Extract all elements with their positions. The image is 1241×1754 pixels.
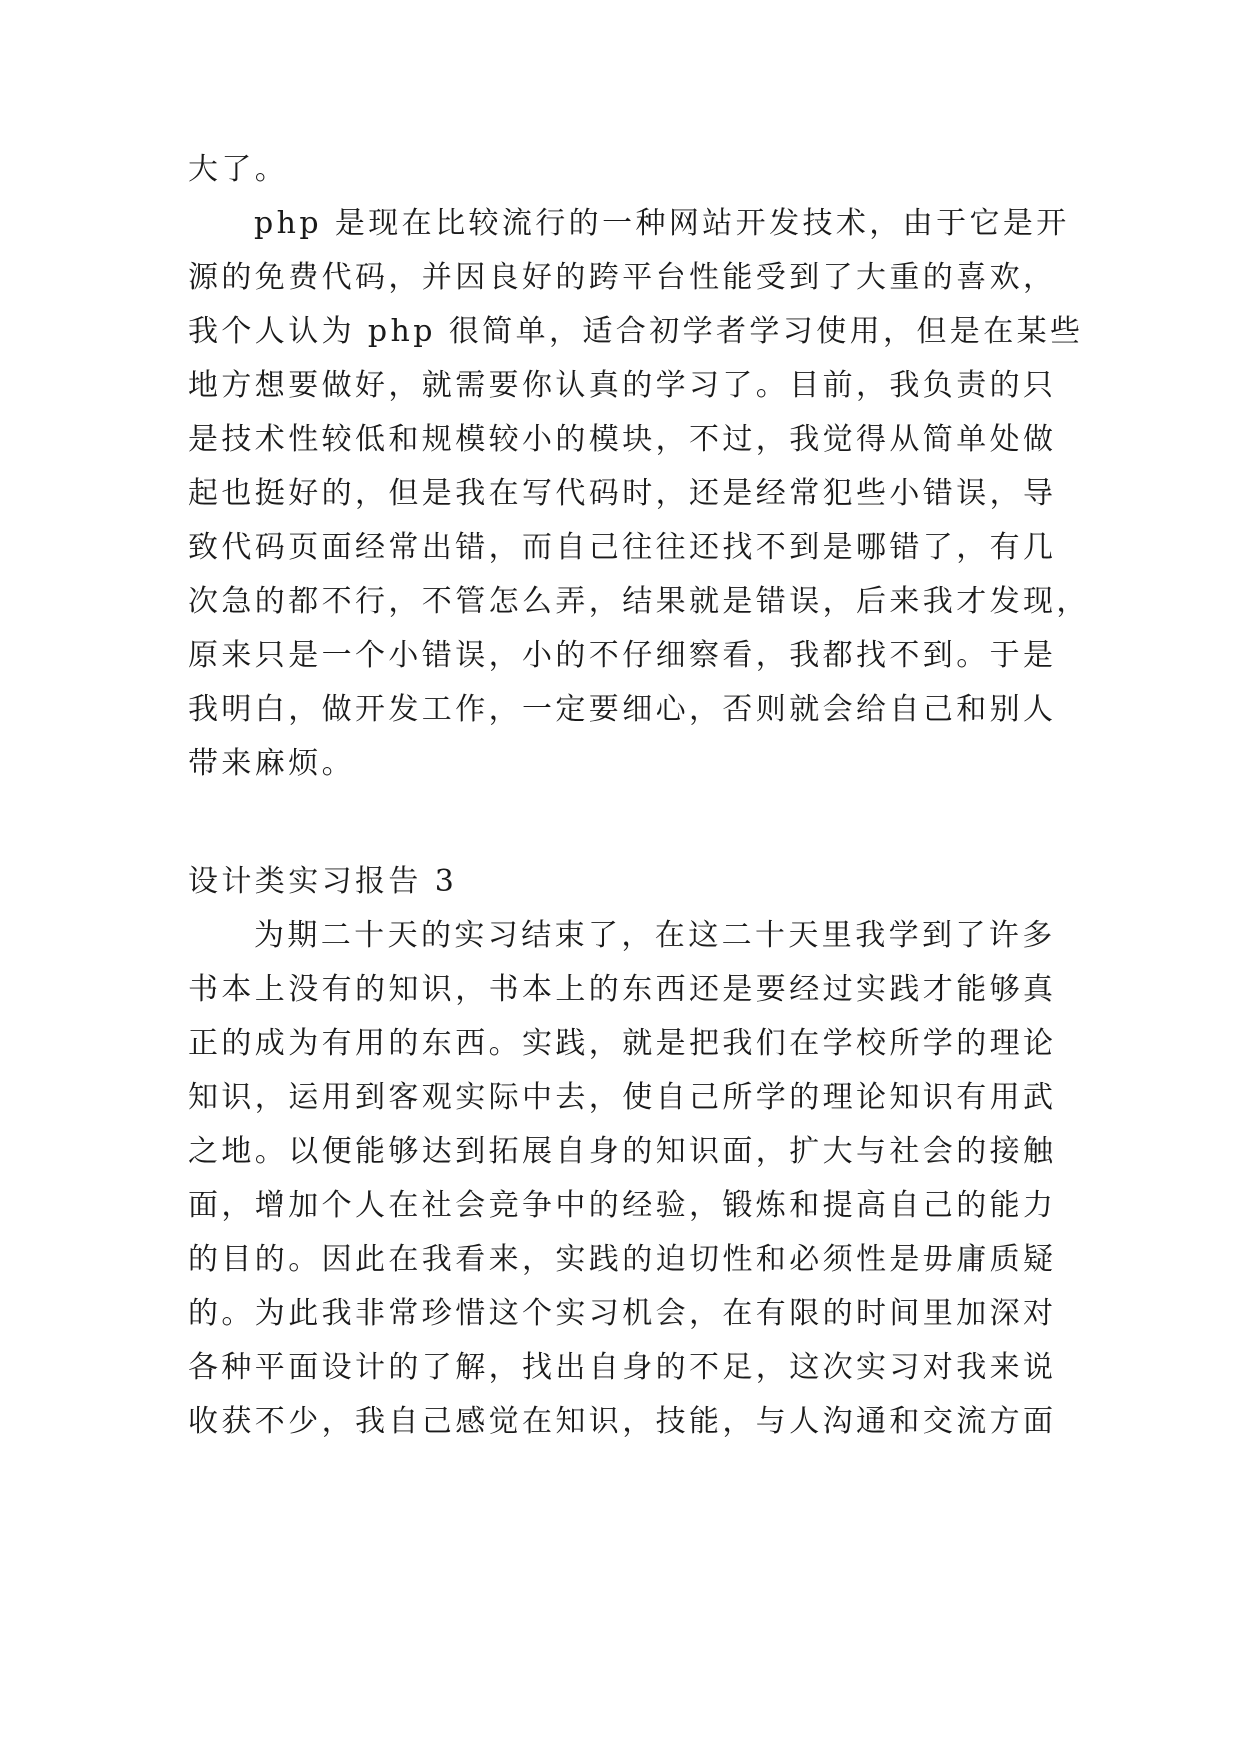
paragraph-line: 致代码页面经常出错，而自己往往还找不到是哪错了，有几 — [188, 530, 1057, 565]
paragraph-line: 的。为此我非常珍惜这个实习机会，在有限的时间里加深对 — [188, 1296, 1057, 1331]
paragraph-line: 之地。以便能够达到拓展自身的知识面，扩大与社会的接触 — [188, 1134, 1057, 1169]
paragraph-line: 收获不少，我自己感觉在知识，技能，与人沟通和交流方面 — [188, 1404, 1057, 1439]
paragraph-line: 源的免费代码，并因良好的跨平台性能受到了大重的喜欢， — [188, 260, 1057, 295]
paragraph-line: 起也挺好的，但是我在写代码时，还是经常犯些小错误，导 — [188, 476, 1057, 511]
paragraph-line: 各种平面设计的了解，找出自身的不足，这次实习对我来说 — [188, 1350, 1057, 1385]
paragraph-line: 我个人认为 php 很简单，适合初学者学习使用，但是在某些 — [188, 314, 1084, 349]
paragraph-line: 的目的。因此在我看来，实践的迫切性和必须性是毋庸质疑 — [188, 1242, 1057, 1277]
paragraph-line: 面，增加个人在社会竞争中的经验，锻炼和提高自己的能力 — [188, 1188, 1057, 1223]
section-heading: 设计类实习报告 3 — [188, 864, 458, 899]
paragraph-line: 大了。 — [188, 152, 289, 187]
paragraph-line: 原来只是一个小错误，小的不仔细察看，我都找不到。于是 — [188, 638, 1057, 673]
paragraph-line: 为期二十天的实习结束了，在这二十天里我学到了许多 — [254, 918, 1056, 953]
paragraph-line: 是技术性较低和规模较小的模块，不过，我觉得从简单处做 — [188, 422, 1057, 457]
paragraph-line: 书本上没有的知识，书本上的东西还是要经过实践才能够真 — [188, 972, 1057, 1007]
paragraph-line: 次急的都不行，不管怎么弄，结果就是错误，后来我才发现， — [188, 584, 1090, 619]
paragraph-line: 正的成为有用的东西。实践，就是把我们在学校所学的理论 — [188, 1026, 1057, 1061]
paragraph-line: 知识，运用到客观实际中去，使自己所学的理论知识有用武 — [188, 1080, 1057, 1115]
paragraph-line: 我明白，做开发工作，一定要细心，否则就会给自己和别人 — [188, 692, 1057, 727]
paragraph-line: php 是现在比较流行的一种网站开发技术，由于它是开 — [254, 206, 1070, 241]
paragraph-line: 带来麻烦。 — [188, 746, 355, 781]
paragraph-line: 地方想要做好，就需要你认真的学习了。目前，我负责的只 — [188, 368, 1057, 403]
